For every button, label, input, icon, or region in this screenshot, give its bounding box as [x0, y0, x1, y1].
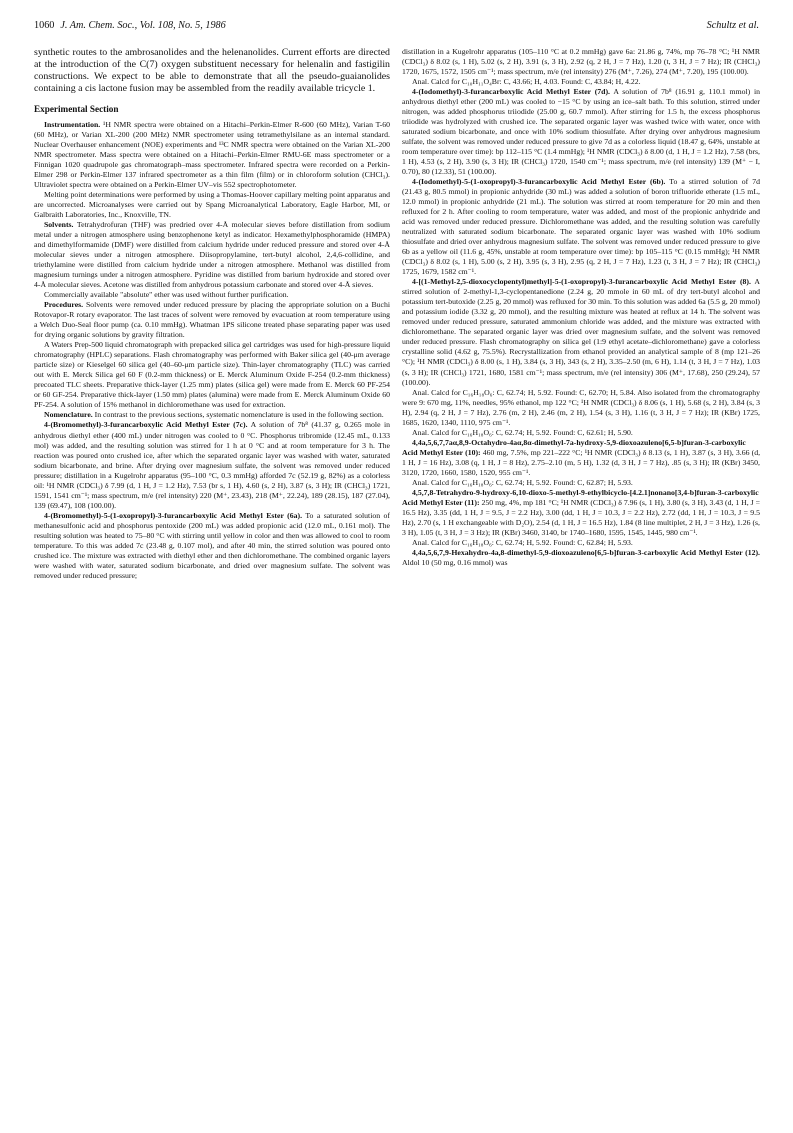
run-in-head: Solvents.: [44, 220, 74, 230]
right-column: [402, 47, 760, 568]
paragraph-body: A stirred solution of 2-methyl-1,3-cyclopentanedione (2.24 g, 20 mmole in 60 mL of dry tert-butyl alcohol and potassium tert-butoxide (2.25 g, 20 mmol) was refluxed for 30 min. To this solution was added 6a (5.5 g, 20 mmol) and potassium iodide (3.32 g, 20 mmol), and the resulting mixture was heated at reflux at 14 h. The solvent was removed under reduced pressure, saturated ammonium chloride was added, and the mixture was extracted with dichloromethane. The separated organic layer was dried over magnesium sulfate, and the solvent was removed under reduced pressure. Flash chromatography on silica gel (1:9 ethyl acetate–dichloromethane) gave a colorless crystalline solid (4.62 g, 75.5%). Recrystallization from ethanol provided an analytical sample of 8 (mp 121–26 °C); ¹H NMR (CDCl₃) δ 8.00 (s, 1 H), 3.84 (s, 3 H), 343 (s, 2 H), 3.35–2.50 (m, 6 H), 1.14 (t, 3 H, J = 7 Hz), 1.03 (s, 3 H); IR (CHCl₃) 1721, 1680, 1581 cm⁻¹; mass spectrum, m/e (rel intensity) 306 (M⁺, 17.68), 250 (29.24), 57 (100.00).: [402, 277, 761, 387]
running-header: [34, 20, 759, 36]
chromatography-paragraph: A Waters Prep-500 liquid chromatograph with prepacked silica gel cartridges was used for high-pressure liquid chromatography (HPLC) separations. Flash chromatography was performed with Baker silica gel (40-μm average particle size) or Kieselgel 60 silica gel (40–60-μm particle size). Thin-layer chromatography (TLC) was carried out with E. Merck Silica gel 60 F (0.2-mm thickness) or E. Merck Aluminum Oxide F-254 (0.2-mm thickness) precoated TLC sheets. Preparative thick-layer (1.25 mm) plates (silica gel) were made from E. Merck 60 PF-254 or 60 GF-254. Preparative thick-layer (1.50 mm) plates (alumina) were made from E. Merck Aluminum Oxide 60 PF-254. A solution of 15% methanol in dichloromethane was used for extraction.: [34, 340, 390, 410]
paragraph-body: To a saturated solution of methanesulfonic acid and phosphorus pentoxide (200 mL) was added propionic acid (12.0 mL, 0.161 mol). The resulting solution was heated to 75–80 °C with stirring until yellow in color and then was allowed to cool to room temperature. To this was added 7c (23.48 g, 0.107 mol), and after 40 min, the stirred solution was poured onto crushed ice. The mixture was extracted with diethyl ether and then dichloromethane. The combined organic layers were washed with water, saturated sodium bicarbonate, and dried over magnesium sulfate. The solvent was removed under reduced pressure;: [34, 510, 390, 580]
compound-8-paragraph: [402, 277, 760, 387]
continuation-paragraph: distillation in a Kugelrohr apparatus (105–110 °C at 0.2 mmHg) gave 6a: 21.86 g, 74%, mp 76–78 °C; ¹H NMR (CDCl₃) δ 8.02 (s, 1 H), 5.02 (s, 2 H), 3.91 (s, 3 H), 2.92 (q, 2 H, J = 7 Hz), 1.20 (t, 3 H, J = 7 Hz); IR (CHCl₃) 1720, 1675, 1572, 1505 cm⁻¹; mass spectrum, m/e (rel intensity) 276 (M⁺, 7.26), 274 (M⁺, 7.20), 195 (100.00).: [402, 47, 760, 77]
journal-citation: J. Am. Chem. Soc., Vol. 108, No. 5, 1986: [60, 20, 226, 31]
analysis-paragraph: Anal. Calcd for C₁₆H₁₈O₆: C, 62.74; H, 5.92. Found: C, 62.61; H, 5.90.: [412, 427, 633, 437]
analysis-paragraph: Anal. Calcd for C₁₀H₁₁O₄Br: C, 43.66; H, 4.03. Found: C, 43.84; H, 4.22.: [412, 77, 641, 87]
compound-heading: 4,5,7,8-Tetrahydro-9-hydroxy-6,10-dioxo-5-methyl-9-ethylbicyclo-[4.2.1]nonano[3,4-b]furan-3-carboxylic Acid Methyl Ester (11):: [402, 487, 759, 507]
header-left: [34, 20, 226, 31]
ether-paragraph: Commercially available "absolute" ether was used without further purification.: [44, 290, 289, 300]
analysis-paragraph: Anal. Calcd for C₁₆H₁₈O₆: C, 62.74; H, 5.92. Found: C, 62.87; H, 5.93.: [412, 477, 633, 487]
paragraph-body: 250 mg, 4%, mp 181 °C; ¹H NMR (CDCl₃) δ 7.96 (s, 1 H), 3.80 (s, 3 H), 3.43 (d, 1 H, J = 16.5 Hz), 3.35 (dd, 1 H, J = 9.5, J = 2.2 Hz), 3.00 (dd, 1 H, J = 10.3, J = 2.2 Hz), 2.72 (dd, 1 H, J = 10.3, J = 9.5 Hz), 2.70 (s, 1 H exchangeable with D₂O), 2.54 (d, 1 H, J = 16.5 Hz), 1.84 (8 line multiplet, 2 H, J = 3 Hz), 1.26 (s, 3 H), 1.05 (t, 3 H, J = 3 Hz); IR (KBr) 3460, 3140, br 1740–1680, 1595, 1545, 1445, 980 cm⁻¹.: [402, 497, 760, 537]
paragraph-body: Aldol 10 (50 mg, 0.16 mmol) was: [402, 557, 508, 567]
analysis-paragraph: Anal. Calcd for C₁₆H₁₈O₆: C, 62.74; H, 5.92. Found: C, 62.84; H, 5.93.: [412, 537, 633, 547]
compound-6a-paragraph: [34, 511, 390, 581]
header-authors: Schultz et al.: [706, 20, 759, 31]
paragraph-body: Tetrahydrofuran (THF) was predried over 4-Å molecular sieves before distillation from sodium metal under a nitrogen atmosphere using benzophenone ketyl as indicator. Hexamethylphosphoramide (HMPA) and dimethylformamide (DMF) were distilled from calcium hydride under reduced pressure and stored over 4-Å molecular sieves under a nitrogen atmosphere. Diisopropylamine, tert-butyl alcohol, 2,4,6-collidine, and triethylamine were distilled from calcium hydride under a nitrogen atmosphere. Methanol was distilled from magnesium turnings under a nitrogen atmosphere. Pyridine was distilled from barium hydroxide and stored over 4-Å molecular sieves. Acetone was distilled from anhydrous potassium carbonate and stored over 4-Å sieves.: [34, 220, 390, 290]
compound-12-paragraph: [402, 548, 760, 568]
paragraph-body: A solution of 7b⁸ (41.37 g, 0.265 mole in anhydrous diethyl ether (400 mL) under nitrogen was cooled to 0 °C. Phosphorus tribromide (12.45 mL, 0.133 mol) was added, and the resulting solution was stirred for 1 h at 0 °C and at room temperature for 3 h. The reaction was poured onto crushed ice, after which the separated organic layer was washed with water, saturated sodium bicarbonate, and brine. After drying over magnesium sulfate, the solvent was removed under reduced pressure; distillation in a Kugelrohr apparatus (95–100 °C, 0.3 mmHg) afforded 7c (52.19 g, 82%) as a colorless oil: ¹H NMR (CDCl₃) δ 7.99 (d, 1 H, J = 1.2 Hz), 7.53 (br s, 1 H), 4.60 (s, 2 H), 3.87 (s, 3 H); IR (CHCl₃) 1721, 1591, 1541 cm⁻¹; mass spectrum, m/e (rel intensity) 220 (M⁺, 23.43), 218 (M⁺, 22.24), 189 (28.15), 187 (27.04), 139 (69.47), 108 (100.00).: [34, 420, 391, 510]
paragraph-body: 460 mg, 7.5%, mp 221–222 °C; ¹H NMR (CDCl₃) δ 8.13 (s, 1 H), 3.87 (s, 3 H), 3.66 (d, 1 H, J = 16 Hz), 3.08 (q, 1 H, J = 8 Hz), 2.75–2.10 (m, 5 H), 1.32 (d, 3 H, J = 7 Hz), .85 (s, 3 H); IR (KBr) 3450, 3120, 1720, 1660, 1580, 1520, 955 cm⁻¹.: [402, 447, 761, 477]
compound-heading: 4-[(1-Methyl-2,5-dioxocyclopentyl)methyl]-5-(1-oxopropyl)-3-furancarboxylic Acid Methyl Ester (8).: [412, 277, 751, 287]
compound-heading: 4-(Iodomethyl)-3-furancarboxylic Acid Methyl Ester (7d).: [412, 87, 610, 97]
compound-heading: 4,4a,5,6,7,7aα,8,9-Octahydro-4aα,8α-dimethyl-7a-hydroxy-5,9-dioxoazuleno[6,5-b]furan-3-carboxylic Acid Methyl Ester (10):: [402, 437, 746, 457]
run-in-head: Procedures.: [44, 300, 84, 310]
nomenclature-paragraph: [34, 410, 390, 420]
intro-paragraph: synthetic routes to the ambrosanolides and the helenanolides. Current efforts are directed at the introduction of the C(7) oxygen substituent necessary for helenalin and fastigilin constructions. We expect to be able to demonstrate that all the pseudo-guaianolides containing a cis lactone fusion may be assembled from the readily available tricycle 1.: [34, 47, 390, 94]
left-column: [34, 47, 390, 581]
compound-6b-paragraph: [402, 177, 760, 277]
compound-10-paragraph: [402, 438, 760, 478]
paragraph-body: A solution of 7b⁸ (16.91 g, 110.1 mmol) in anhydrous diethyl ether (200 mL) was cooled to −15 °C by using an ice–salt bath. To this solution, stirred under nitrogen, was added phosphorus triiodide (25.00 g, 60.7 mmol). After stirring for 1.5 h, the excess phosphorus triiodide was hydrolyzed with crushed ice. The separated organic layer was washed twice with water, once with saturated sodium bicarbonate, and once with 10% sodium thiosulfate. After drying over anhydrous magnesium sulfate, the solvent was removed under reduced pressure to give 7d as a colorless liquid (18.47 g, 64%, unstable at room temperature over time): bp 112–115 °C (1.4 mmHg); ¹H NMR (CDCl₃) δ 8.00 (d, 1 H, J = 1.2 Hz), 7.58 (brs, 1 H), 4.53 (s, 2 H), 3.90 (s, 3 H); IR (CHCl₃) 1720, 1540 cm⁻¹; mass spectrum, m/e (rel intensity) 139 (M⁺ − I, 0.70), 80 (12.33), 51 (100.00).: [402, 87, 760, 177]
paragraph-body: In contrast to the previous sections, systematic nomenclature is used in the following section.: [92, 410, 384, 420]
run-in-head: Instrumentation.: [44, 120, 101, 130]
instrumentation-paragraph: [34, 120, 390, 190]
compound-heading: 4,4a,5,6,7,9-Hexahydro-4a,8-dimethyl-5,9-dioxoazuleno[6,5-b]furan-3-carboxylic Acid Methyl Ester (12).: [412, 547, 760, 557]
compound-7d-paragraph: [402, 87, 760, 177]
melting-point-paragraph: Melting point determinations were performed by using a Thomas-Hoover capillary melting point apparatus and are uncorrected. Microanalyses were carried out by Spang Microanalytical Laboratory, Eagle Harbor, MI, or Galbraith Laboratories, Inc., Knoxville, TN.: [34, 190, 390, 220]
compound-heading: 4-(Bromomethyl)-3-furancarboxylic Acid Methyl Ester (7c).: [44, 420, 248, 430]
solvents-paragraph: [34, 220, 390, 290]
page-number: 1060: [34, 20, 55, 31]
compound-11-paragraph: [402, 488, 760, 538]
compound-7c-paragraph: [34, 420, 390, 510]
paragraph-body: Solvents were removed under reduced pressure by placing the appropriate solution on a Buchi Rotovapor-R rotary evaporator. The last traces of solvent were removed by evacuation at room temperature using a Welch Duo-Seal floor pump (ca. 0.10 mmHg). Whatman 1PS silicone treated phase separating paper was used for drying organic solutions by gravity filtration.: [34, 300, 390, 340]
section-title: Experimental Section: [34, 104, 119, 114]
compound-heading: 4-(Iodomethyl)-5-(1-oxopropyl)-3-furancarboxylic Acid Methyl Ester (6b).: [412, 177, 666, 187]
compound-heading: 4-(Bromomethyl)-5-(1-oxopropyl)-3-furancarboxylic Acid Methyl Ester (6a).: [44, 510, 303, 520]
procedures-paragraph: [34, 300, 390, 340]
paragraph-body: ¹H NMR spectra were obtained on a Hitachi–Perkin-Elmer R-600 (60 MHz), Varian T-60 (60 MHz), or Varian XL-200 (200 MHz) NMR spectrometer using tetramethylsilane as an internal standard. Nuclear Overhauser enhancement (NOE) experiments and ¹³C NMR spectra were obtained on the Varian XL-200 NMR spectrometer. Mass spectra were obtained on a Hitachi–Perkin-Elmer RMU-6E mass spectrometer or a Finnigan 1020 quadrupole gas chromatograph–mass spectrometer. Infrared spectra were recorded on a Perkin-Elmer 298 or Perkin-Elmer 137 infrared spectrometer as a thin film (film) or in chloroform solution (CHCl₃). Ultraviolet spectra were obtained on a Perkin-Elmer UV–vis 552 spectrophotometer.: [34, 120, 390, 190]
paragraph-body: To a stirred solution of 7d (21.43 g, 80.5 mmol) in propionic anhydride (30 mL) was added a solution of boron trifluoride etherate (1.5 mL, 12.0 mmol) in propionic anhydride (21 mL). The solution was stirred at room temperature for 20 min and then refluxed for 2 h. After cooling to room temperature, water was added, and most of the propionic anhydride and acid was removed under reduced pressure. Dichloromethane was added, and the resulting solution was carefully neutralized with saturated sodium bicarbonate. The separated organic layer was washed with 10% sodium thiosulfate and dried over anhydrous magnesium sulfate. The solvent was removed under reduced pressure to give 6b as a yellow oil (11.6 g, 45%, unstable at room temperature over time): bp 105–115 °C (0.15 mmHg); ¹H NMR (CDCl₃) δ 8.02 (s, 1 H), 5.00 (s, 2 H), 3.95 (s, 3 H), 2.95 (q, 2 H, J = 7 Hz), 1.23 (t, 3 H, J = 7 Hz); IR (CHCl₃) 1725, 1679, 1582 cm⁻¹.: [402, 177, 760, 277]
analysis-paragraph: Anal. Calcd for C₁₆H₁₈O₆: C, 62.74; H, 5.92. Found: C, 62.70; H, 5.84. Also isolated from the chromatography were 9: 670 mg, 11%, needles, 95% ethanol, mp 122 °C; ¹H NMR (CDCl₃) δ 8.06 (s, 1 H), 5.68 (s, 2 H), 3.84 (s, 3 H), 2.94 (q, 2 H, J = 7 Hz), 2.76 (m, 2 H), 2.46 (m, 2 H), 1.54 (s, 3 H), 1.16 (t, 3 H, J = 7 Hz); IR (KBr) 1725, 1685, 1620, 1340, 1110, 975 cm⁻¹.: [402, 387, 760, 427]
run-in-head: Nomenclature.: [44, 410, 93, 420]
